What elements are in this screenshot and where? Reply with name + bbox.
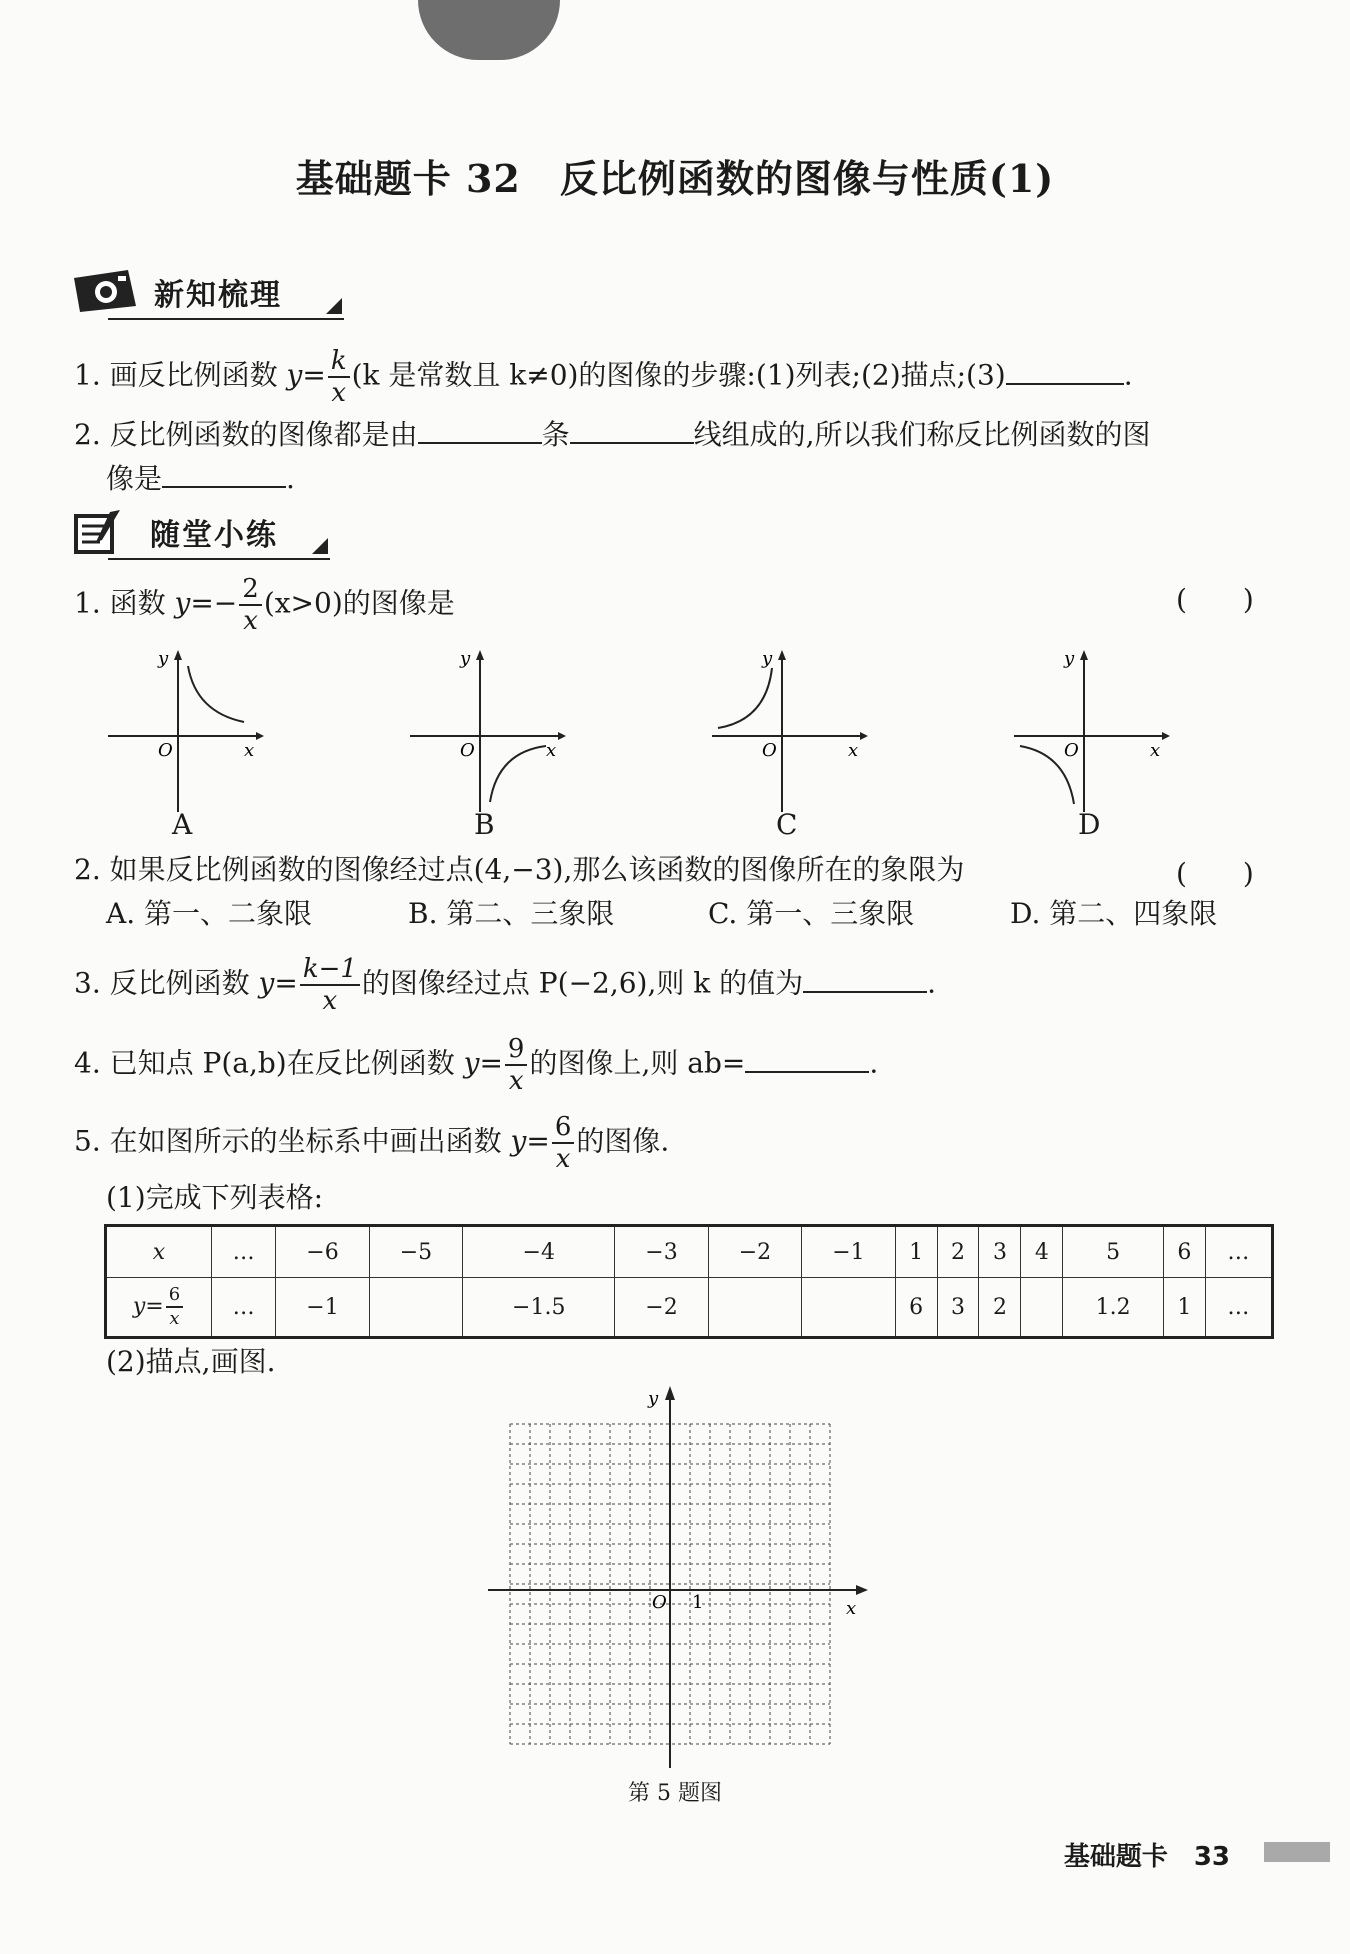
text: . xyxy=(286,462,295,495)
table-cell: −1 xyxy=(276,1278,369,1338)
section-underline xyxy=(108,318,344,320)
fraction-numerator: 2 xyxy=(239,576,262,606)
coordinate-grid-canvas[interactable] xyxy=(480,1380,870,1780)
graph-option-a-label[interactable]: A xyxy=(172,808,193,841)
answer-blank[interactable] xyxy=(418,412,542,444)
footer-page-label: 基础题卡 33 xyxy=(1063,1842,1230,1872)
camera-icon xyxy=(72,268,142,314)
table-cell: … xyxy=(1205,1226,1272,1278)
graph-option-b-label[interactable]: B xyxy=(474,808,495,841)
figure-caption: 第 5 题图 xyxy=(628,1781,722,1806)
table-cell: −5 xyxy=(369,1226,462,1278)
question-5-part-2: (2)描点,画图. xyxy=(106,1345,276,1378)
table-cell: 4 xyxy=(1021,1226,1063,1278)
table-cell: −6 xyxy=(276,1226,369,1278)
value-table xyxy=(104,1224,1274,1339)
graph-option-d xyxy=(1010,646,1170,816)
footer-decoration xyxy=(1264,1842,1330,1862)
fraction-denominator: x xyxy=(243,606,258,636)
practice-question-1 xyxy=(74,576,455,634)
axis-label-x: x xyxy=(1150,740,1161,761)
coordinate-grid[interactable] xyxy=(480,1380,870,1784)
fraction-denominator: x xyxy=(322,986,338,1016)
table-cell: 3 xyxy=(937,1278,979,1338)
table-cell: … xyxy=(212,1226,276,1278)
table-cell-blank[interactable] xyxy=(369,1278,462,1338)
text: 条 xyxy=(541,418,570,451)
table-cell: 6 xyxy=(895,1278,937,1338)
practice-question-2: 2. 如果反比例函数的图像经过点(4,−3),那么该函数的图像所在的象限为 xyxy=(74,853,965,886)
choice-b[interactable]: B. 第二、三象限 xyxy=(408,897,615,930)
axis-label-x: x xyxy=(846,1598,857,1619)
text: y=− xyxy=(174,586,238,620)
table-cell: −1.5 xyxy=(463,1278,615,1338)
x-axis-arrow xyxy=(856,1585,868,1595)
answer-blank[interactable] xyxy=(1006,353,1124,385)
table-cell: −1 xyxy=(802,1226,895,1278)
axis-label-x: x xyxy=(848,740,859,761)
table-cell: 2 xyxy=(979,1278,1021,1338)
graph-option-c xyxy=(708,646,868,816)
axis-label-y: y xyxy=(648,1388,659,1409)
fraction xyxy=(300,956,360,1014)
answer-blank[interactable] xyxy=(745,1041,869,1073)
practice-question-3 xyxy=(74,956,936,1014)
answer-bracket[interactable]: ( ) xyxy=(1176,583,1254,616)
axis-label-x: x xyxy=(546,740,557,761)
section-header-class-practice xyxy=(72,504,330,560)
text: y= xyxy=(463,1046,503,1080)
text: . xyxy=(1123,358,1133,392)
fraction-numerator: k−1 xyxy=(300,956,360,986)
table-cell-blank[interactable] xyxy=(708,1278,801,1338)
text: 线组成的,所以我们称反比例函数的图 xyxy=(693,418,1151,451)
knowledge-question-1 xyxy=(74,348,1133,406)
section-label: 随堂小练 xyxy=(150,518,278,553)
table-row-x xyxy=(106,1226,1273,1278)
knowledge-question-2 xyxy=(74,412,1151,455)
text: 的图像上,则 ab= xyxy=(529,1046,746,1080)
fraction-denominator: x xyxy=(555,1144,571,1174)
origin-label: O xyxy=(158,740,173,761)
section-corner-mark xyxy=(326,298,342,314)
axis-label-y: y xyxy=(460,648,471,669)
text: 的图像. xyxy=(576,1124,670,1158)
table-cell: 1.2 xyxy=(1063,1278,1164,1338)
text: 1. 画反比例函数 xyxy=(74,358,287,392)
unit-label: 1 xyxy=(692,1592,704,1613)
section-label: 新知梳理 xyxy=(154,278,282,313)
section-corner-mark xyxy=(312,538,328,554)
table-cell: −4 xyxy=(463,1226,615,1278)
text: 2. 反比例函数的图像都是由 xyxy=(74,418,418,451)
fraction-denominator: x xyxy=(508,1066,524,1096)
text: y= xyxy=(286,358,326,392)
table-cell: x xyxy=(106,1226,212,1278)
table-cell: −3 xyxy=(615,1226,708,1278)
fraction xyxy=(166,1286,183,1328)
graph-option-c-label[interactable]: C xyxy=(776,808,798,841)
fraction-numerator: 6 xyxy=(166,1286,183,1308)
table-cell: 1 xyxy=(895,1226,937,1278)
text: 5. 在如图所示的坐标系中画出函数 xyxy=(74,1124,511,1158)
answer-bracket[interactable]: ( ) xyxy=(1176,857,1254,890)
table-row-y xyxy=(106,1278,1273,1338)
text: (k 是常数且 k≠0)的图像的步骤:(1)列表;(2)描点;(3) xyxy=(351,358,1006,392)
table-cell: 5 xyxy=(1063,1226,1164,1278)
fraction-numerator: 6 xyxy=(552,1114,575,1144)
fraction-numerator: 9 xyxy=(505,1036,528,1066)
knowledge-question-2-continued xyxy=(106,456,295,499)
answer-blank[interactable] xyxy=(162,456,286,488)
table-cell: −2 xyxy=(615,1278,708,1338)
text: 像是 xyxy=(106,462,163,495)
question-5-part-1: (1)完成下列表格: xyxy=(106,1181,324,1214)
origin-label: O xyxy=(1064,740,1079,761)
origin-label: O xyxy=(460,740,475,761)
fraction-denominator: x xyxy=(331,378,347,408)
table-cell: 1 xyxy=(1163,1278,1205,1338)
table-cell: −2 xyxy=(708,1226,801,1278)
choice-c[interactable]: C. 第一、三象限 xyxy=(708,897,915,930)
table-cell-blank[interactable] xyxy=(802,1278,895,1338)
table-cell xyxy=(106,1278,212,1338)
text: 1. 函数 xyxy=(74,586,175,620)
axis-label-x: x xyxy=(244,740,255,761)
answer-blank[interactable] xyxy=(570,412,694,444)
practice-question-4 xyxy=(74,1036,878,1094)
table-cell: … xyxy=(212,1278,276,1338)
origin-label: O xyxy=(762,740,777,761)
axis-label-y: y xyxy=(1064,648,1075,669)
text: 4. 已知点 P(a,b)在反比例函数 xyxy=(74,1046,464,1080)
fraction-numerator: k xyxy=(328,348,350,378)
choice-a[interactable]: A. 第一、二象限 xyxy=(106,897,313,930)
section-underline xyxy=(108,558,330,560)
text: . xyxy=(869,1046,879,1080)
fraction xyxy=(505,1036,528,1094)
fraction xyxy=(239,576,262,634)
table-cell: 3 xyxy=(979,1226,1021,1278)
y-axis-arrow xyxy=(665,1386,675,1400)
page-title: 基础题卡 32 反比例函数的图像与性质(1) xyxy=(295,156,1055,201)
text: y= xyxy=(510,1124,550,1158)
origin-label: O xyxy=(652,1592,667,1613)
graph-option-a xyxy=(104,646,264,816)
table-cell: … xyxy=(1205,1278,1272,1338)
fraction xyxy=(552,1114,575,1172)
text: (x>0)的图像是 xyxy=(263,586,455,620)
section-header-new-knowledge xyxy=(72,264,344,320)
fraction xyxy=(328,348,350,406)
text: 3. 反比例函数 xyxy=(74,966,259,1000)
axis-label-y: y xyxy=(158,648,169,669)
graph-option-d-label[interactable]: D xyxy=(1078,808,1101,841)
text: y= xyxy=(132,1294,164,1319)
text: . xyxy=(927,966,937,1000)
choice-d[interactable]: D. 第二、四象限 xyxy=(1010,897,1218,930)
notebook-pen-icon xyxy=(72,508,128,556)
text: y= xyxy=(258,966,298,1000)
table-cell: 6 xyxy=(1163,1226,1205,1278)
text: 的图像经过点 P(−2,6),则 k 的值为 xyxy=(361,966,804,1000)
page-tab-decoration xyxy=(418,0,560,60)
graph-option-b xyxy=(406,646,566,816)
axis-label-y: y xyxy=(762,648,773,669)
fraction-denominator: x xyxy=(169,1308,180,1329)
answer-blank[interactable] xyxy=(803,961,927,993)
practice-question-5 xyxy=(74,1114,669,1172)
table-cell-blank[interactable] xyxy=(1021,1278,1063,1338)
table-cell: 2 xyxy=(937,1226,979,1278)
